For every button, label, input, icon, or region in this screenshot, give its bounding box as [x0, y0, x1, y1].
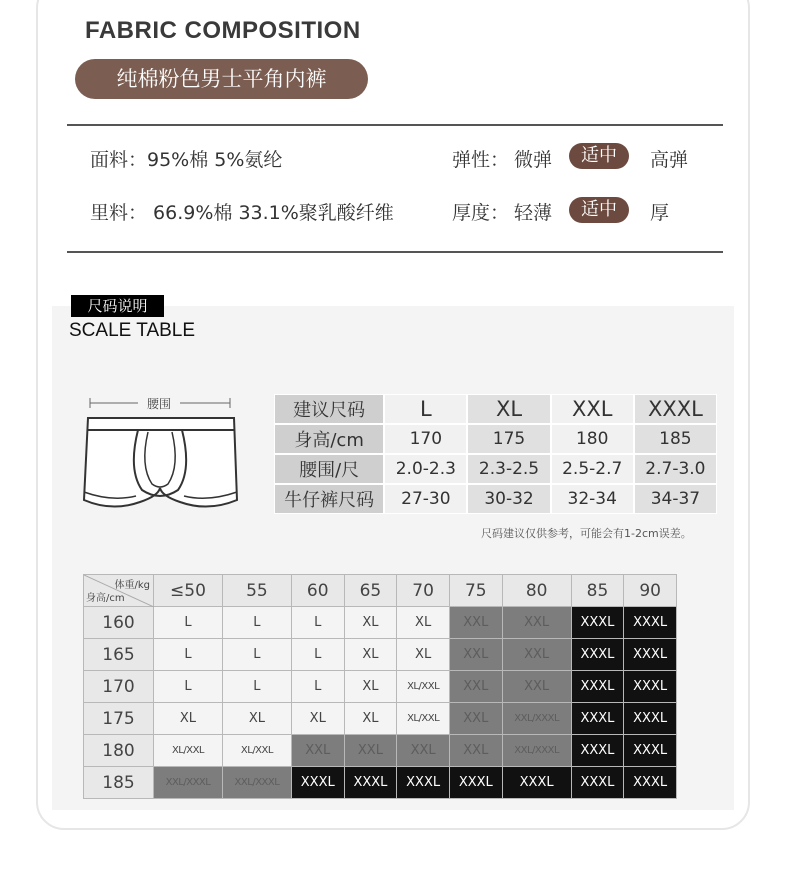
size-cell: XL	[344, 639, 397, 671]
size-cell: XXXL	[624, 671, 677, 703]
weight-header-cell: 85	[571, 575, 624, 607]
table-cell: XXXL	[634, 394, 717, 424]
table-cell: 170	[384, 424, 467, 454]
product-name-pill: 纯棉粉色男士平角内裤	[75, 59, 368, 99]
size-cell: L	[222, 671, 291, 703]
size-cell: XXL/XXXL	[502, 703, 571, 735]
height-row-header: 170	[84, 671, 154, 703]
elasticity-selected-badge: 适中	[569, 143, 629, 169]
table-corner-cell	[84, 575, 154, 607]
weight-header-cell: 70	[397, 575, 450, 607]
table-row	[84, 671, 677, 703]
height-axis-label: 身高/cm	[86, 593, 125, 604]
size-guide-tag: 尺码说明	[71, 295, 164, 317]
section-title: FABRIC COMPOSITION	[85, 17, 361, 44]
height-row-header: 160	[84, 607, 154, 639]
elasticity-high: 高弹	[650, 149, 689, 171]
divider-top	[67, 124, 723, 126]
inner-fabric-text: 里料： 66.9%棉 33.1%聚乳酸纤维	[90, 202, 394, 224]
size-cell: XL	[344, 671, 397, 703]
size-cell: XXL	[502, 639, 571, 671]
table-cell: XL	[467, 394, 550, 424]
thickness-label: 厚度：	[452, 202, 510, 224]
weight-height-size-table	[83, 574, 677, 799]
thickness-selected-badge: 适中	[569, 197, 629, 223]
table-cell: 2.5-2.7	[551, 454, 634, 484]
weight-header-cell: 75	[449, 575, 502, 607]
size-cell: XXL	[344, 735, 397, 767]
table-cell: 175	[467, 424, 550, 454]
size-cell: XL	[222, 703, 291, 735]
size-cell: XL	[154, 703, 223, 735]
table-row	[84, 639, 677, 671]
size-cell: L	[291, 671, 344, 703]
size-cell: XL	[397, 607, 450, 639]
size-cell: XL	[397, 639, 450, 671]
size-cell: XXL	[502, 671, 571, 703]
size-cell: XXXL	[291, 767, 344, 799]
waist-label: 腰围	[146, 397, 172, 411]
table-row	[84, 607, 677, 639]
size-cell: XXL/XXXL	[154, 767, 223, 799]
size-cell: XXL	[449, 735, 502, 767]
thickness-low: 轻薄	[514, 202, 553, 224]
table-cell: 27-30	[384, 484, 467, 514]
size-cell: L	[291, 639, 344, 671]
size-cell: XXL	[291, 735, 344, 767]
size-cell: XXXL	[624, 703, 677, 735]
size-cell: XXXL	[571, 671, 624, 703]
size-cell: XXL	[449, 607, 502, 639]
table-cell: 180	[551, 424, 634, 454]
size-cell: L	[222, 639, 291, 671]
row-header: 腰围/尺	[274, 454, 384, 484]
height-row-header: 185	[84, 767, 154, 799]
row-header: 建议尺码	[274, 394, 384, 424]
size-cell: XXXL	[571, 639, 624, 671]
table-cell: 2.7-3.0	[634, 454, 717, 484]
size-cell: XXL/XXXL	[222, 767, 291, 799]
table-cell: XXL	[551, 394, 634, 424]
weight-header-cell: ≤50	[154, 575, 223, 607]
table-row	[274, 484, 717, 514]
weight-header-cell: 90	[624, 575, 677, 607]
table-cell: 2.3-2.5	[467, 454, 550, 484]
size-cell: XL/XXL	[222, 735, 291, 767]
size-cell: XXL/XXXL	[502, 735, 571, 767]
table-row	[274, 424, 717, 454]
size-cell: XXXL	[571, 607, 624, 639]
size-cell: L	[291, 607, 344, 639]
size-cell: XL	[344, 607, 397, 639]
table-cell: 185	[634, 424, 717, 454]
size-cell: XXXL	[624, 607, 677, 639]
size-cell: XXL	[449, 639, 502, 671]
height-row-header: 175	[84, 703, 154, 735]
weight-header-cell: 80	[502, 575, 571, 607]
size-cell: XXXL	[571, 735, 624, 767]
row-header: 牛仔裤尺码	[274, 484, 384, 514]
weight-header-cell: 60	[291, 575, 344, 607]
table-header-row	[84, 575, 677, 607]
size-cell: XXXL	[502, 767, 571, 799]
table-row	[274, 394, 717, 424]
size-cell: XXXL	[449, 767, 502, 799]
size-cell: L	[154, 671, 223, 703]
size-cell: XL/XXL	[397, 671, 450, 703]
boxer-brief-diagram	[80, 392, 245, 517]
height-row-header: 165	[84, 639, 154, 671]
size-cell: L	[154, 607, 223, 639]
weight-axis-label: 体重/kg	[114, 580, 150, 591]
size-cell: XXXL	[624, 735, 677, 767]
size-cell: XXXL	[624, 639, 677, 671]
table-cell: 32-34	[551, 484, 634, 514]
size-cell: XXXL	[571, 703, 624, 735]
size-cell: XXXL	[397, 767, 450, 799]
size-cell: XXL	[449, 671, 502, 703]
table-cell: 2.0-2.3	[384, 454, 467, 484]
size-cell: XL/XXL	[154, 735, 223, 767]
size-cell: XXXL	[571, 767, 624, 799]
size-cell: XXXL	[624, 767, 677, 799]
size-cell: XXL	[397, 735, 450, 767]
size-cell: L	[154, 639, 223, 671]
size-note: 尺码建议仅供参考，可能会有1-2cm误差。	[481, 527, 692, 540]
weight-header-cell: 65	[344, 575, 397, 607]
size-cell: L	[222, 607, 291, 639]
weight-header-cell: 55	[222, 575, 291, 607]
table-cell: 30-32	[467, 484, 550, 514]
size-cell: XXL	[502, 607, 571, 639]
size-cell: XXL	[449, 703, 502, 735]
table-cell: L	[384, 394, 467, 424]
elasticity-low: 微弹	[514, 149, 553, 171]
thickness-high: 厚	[650, 202, 670, 224]
height-row-header: 180	[84, 735, 154, 767]
size-recommendation-table	[274, 394, 717, 514]
elasticity-label: 弹性：	[452, 149, 510, 171]
size-cell: XXXL	[344, 767, 397, 799]
table-row	[84, 735, 677, 767]
row-header: 身高/cm	[274, 424, 384, 454]
divider-bottom	[67, 251, 723, 253]
table-row	[274, 454, 717, 484]
size-cell: XL/XXL	[397, 703, 450, 735]
size-cell: XL	[291, 703, 344, 735]
table-cell: 34-37	[634, 484, 717, 514]
scale-table-title: SCALE TABLE	[69, 320, 196, 341]
outer-fabric-text: 面料：95%棉 5%氨纶	[90, 149, 283, 171]
table-row	[84, 767, 677, 799]
table-row	[84, 703, 677, 735]
size-cell: XL	[344, 703, 397, 735]
